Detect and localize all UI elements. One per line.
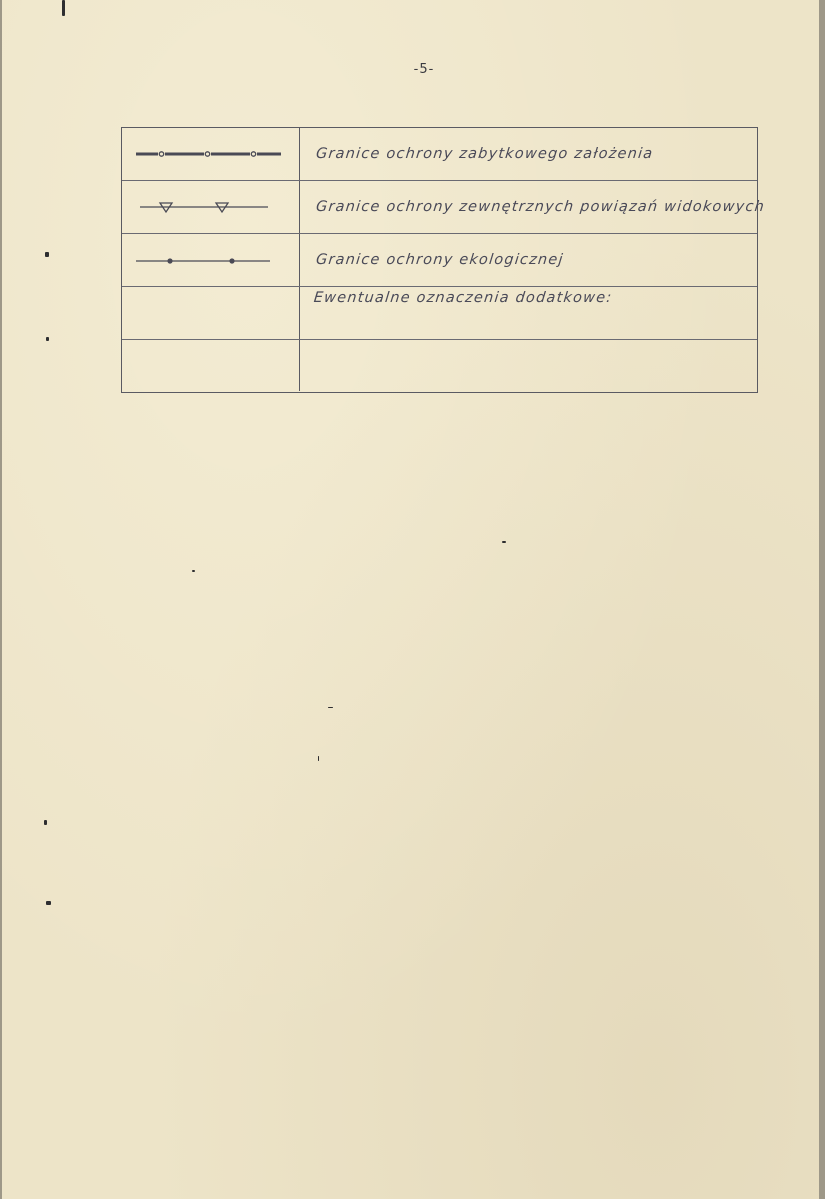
line-with-dots-icon (122, 234, 300, 287)
legend-symbol-cell (122, 128, 300, 180)
legend-symbol-cell (122, 234, 300, 286)
scan-speck (46, 337, 49, 341)
legend-label: Granice ochrony ekologicznej (315, 252, 565, 268)
page-number: -5- (413, 62, 435, 77)
scan-speck (44, 820, 47, 825)
legend-row (122, 340, 757, 391)
legend-table (121, 127, 766, 393)
scan-speck (45, 252, 49, 257)
legend-label: Granice ochrony zewnętrznych powiązań widokowych (315, 199, 766, 215)
scan-speck (328, 707, 333, 708)
legend-symbol-cell (122, 340, 300, 391)
dash-dot-boundary-line-icon (122, 128, 300, 181)
scan-speck (318, 756, 319, 761)
scan-speck (46, 901, 51, 905)
legend-row (122, 128, 757, 181)
legend-row (122, 181, 766, 234)
legend-label: Ewentualne oznaczenia dodatkowe: (312, 290, 614, 306)
legend-label (313, 340, 318, 391)
legend-row (122, 234, 757, 287)
scan-speck (192, 570, 195, 572)
legend-symbol-cell (122, 181, 300, 233)
scan-mark (62, 0, 65, 16)
line-with-triangles-icon (122, 181, 300, 234)
legend-row (122, 287, 757, 340)
document-page (2, 0, 819, 1199)
legend-label: Granice ochrony zabytkowego założenia (315, 146, 655, 162)
legend-symbol-cell (122, 287, 300, 339)
scan-speck (502, 541, 506, 543)
